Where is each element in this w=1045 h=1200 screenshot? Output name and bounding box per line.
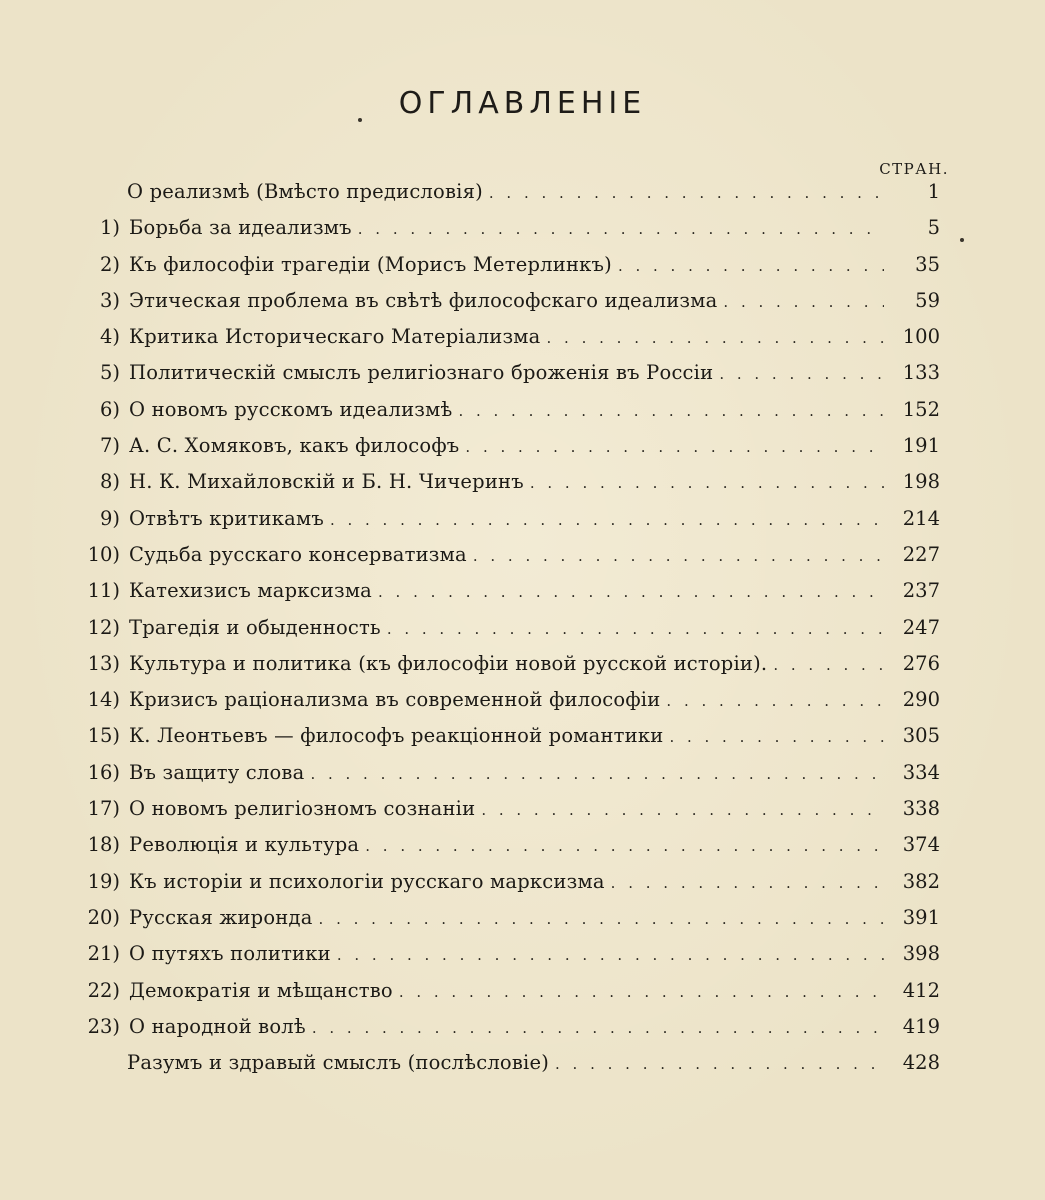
page-column-header: СТРАН. — [879, 160, 949, 178]
toc-entry-number: 12) — [87, 615, 120, 639]
toc-entry-page: 374 — [902, 833, 940, 857]
toc-entry-page: 398 — [902, 942, 940, 966]
toc-entry-number: 20) — [87, 905, 120, 929]
toc-entry-page: 276 — [902, 651, 940, 675]
toc-entry — [70, 724, 940, 760]
toc-entry-title: Русская жиронда — [129, 905, 313, 929]
dot-leader — [387, 620, 884, 638]
toc-entry-number: 6) — [99, 397, 120, 421]
dot-leader — [312, 1019, 884, 1037]
toc-entry — [70, 470, 940, 506]
toc-entry-title: Судьба русскаго консерватизма — [129, 542, 467, 566]
toc-entry-title: Въ защиту слова — [129, 760, 305, 784]
toc-entry — [70, 180, 940, 216]
toc-entry-title: Къ исторіи и психологіи русскаго марксизма — [129, 869, 605, 893]
toc-entry-title: О народной волѣ — [129, 1014, 306, 1038]
toc-entry-page: 428 — [902, 1051, 940, 1075]
toc-entry-title: Катехизисъ марксизма — [129, 579, 373, 603]
dot-leader — [547, 329, 884, 347]
dot-leader — [378, 583, 884, 601]
dot-leader — [773, 656, 884, 674]
toc-entry-page: 191 — [902, 434, 940, 458]
dot-leader — [555, 1055, 884, 1073]
toc-entry-page: 35 — [915, 252, 940, 276]
toc-entry — [70, 325, 940, 361]
toc-entry-number: 17) — [87, 797, 120, 821]
toc-entry-number: 9) — [99, 506, 120, 530]
toc-entry — [70, 688, 940, 724]
toc-entry-number: 2) — [99, 252, 120, 276]
toc-entry-number: 11) — [87, 579, 120, 603]
print-speck — [358, 118, 362, 122]
toc-entry-page: 382 — [902, 869, 940, 893]
toc-entry-number: 23) — [87, 1014, 120, 1038]
toc-entry-number: 5) — [99, 361, 120, 385]
toc-entry-page: 5 — [927, 216, 940, 240]
toc-entry — [70, 1051, 940, 1087]
dot-leader — [365, 837, 884, 855]
toc-entry — [70, 906, 940, 942]
toc-entry — [70, 579, 940, 615]
dot-leader — [337, 946, 884, 964]
toc-entry — [70, 543, 940, 579]
toc-entry-page: 198 — [902, 470, 940, 494]
toc-entry-page: 247 — [902, 615, 940, 639]
toc-entry — [70, 361, 940, 397]
toc-entry-number: 10) — [87, 542, 120, 566]
toc-entry-title: Кризисъ раціонализма въ современной философіи — [129, 688, 661, 712]
toc-entry-page: 100 — [902, 325, 940, 349]
toc-entry-title: О путяхъ политики — [129, 942, 331, 966]
toc-entry-number: 4) — [99, 325, 120, 349]
toc-entry — [70, 870, 940, 906]
toc-entry-page: 227 — [902, 542, 940, 566]
dot-leader — [489, 184, 884, 202]
toc-entry-number: 3) — [99, 288, 120, 312]
dot-leader — [611, 874, 884, 892]
toc-entry-page: 412 — [902, 978, 940, 1002]
table-of-contents — [70, 180, 940, 1087]
toc-entry-title: Трагедія и обыденность — [129, 615, 381, 639]
toc-entry-title: О реализмѣ (Вмѣсто предисловія) — [127, 180, 483, 203]
toc-entry-page: 152 — [902, 397, 940, 421]
dot-leader — [399, 983, 884, 1001]
toc-entry-title: Культура и политика (къ философіи новой русской исторіи). — [129, 651, 768, 675]
toc-entry-page: 338 — [902, 797, 940, 821]
toc-entry-number: 8) — [99, 470, 120, 494]
dot-leader — [465, 438, 884, 456]
print-speck — [960, 238, 964, 242]
toc-entry — [70, 507, 940, 543]
toc-entry-page: 1 — [927, 180, 940, 203]
toc-entry — [70, 979, 940, 1015]
dot-leader — [666, 692, 884, 710]
dot-leader — [473, 547, 884, 565]
toc-entry-page: 214 — [902, 506, 940, 530]
toc-entry-title: Революція и культура — [129, 833, 360, 857]
toc-entry — [70, 253, 940, 289]
toc-entry-title: Разумъ и здравый смыслъ (послѣсловіе) — [127, 1051, 550, 1075]
toc-entry — [70, 216, 940, 252]
dot-leader — [458, 402, 884, 420]
dot-leader — [530, 474, 884, 492]
toc-entry-title: Отвѣтъ критикамъ — [129, 506, 324, 530]
toc-entry-title: О новомъ русскомъ идеализмѣ — [129, 397, 453, 421]
toc-entry-title: К. Леонтьевъ — философъ реакціонной романтики — [129, 724, 664, 748]
toc-entry-number: 16) — [87, 760, 120, 784]
toc-entry — [70, 1015, 940, 1051]
toc-entry-title: Къ философіи трагедіи (Морисъ Метерлинкъ) — [129, 252, 612, 276]
toc-entry-title: Демократія и мѣщанство — [129, 978, 393, 1002]
dot-leader — [319, 910, 884, 928]
toc-entry — [70, 833, 940, 869]
toc-entry-page: 133 — [902, 361, 940, 385]
toc-entry-number: 1) — [99, 216, 120, 240]
dot-leader — [669, 728, 884, 746]
toc-entry-title: О новомъ религіозномъ сознаніи — [129, 797, 476, 821]
dot-leader — [719, 365, 884, 383]
dot-leader — [618, 257, 884, 275]
toc-entry-page: 391 — [902, 905, 940, 929]
toc-entry-number: 18) — [87, 833, 120, 857]
toc-entry — [70, 434, 940, 470]
toc-entry-number: 21) — [87, 942, 120, 966]
toc-entry-page: 419 — [902, 1014, 940, 1038]
toc-entry-title: Н. К. Михайловскій и Б. Н. Чичеринъ — [129, 470, 524, 494]
toc-entry-title: Этическая проблема въ свѣтѣ философскаго идеализма — [129, 288, 718, 312]
toc-entry-title: Политическій смыслъ религіознаго броженія въ Россіи — [129, 361, 714, 385]
dot-leader — [330, 511, 884, 529]
dot-leader — [310, 765, 884, 783]
toc-entry — [70, 761, 940, 797]
toc-entry — [70, 797, 940, 833]
toc-entry-page: 334 — [902, 760, 940, 784]
toc-entry — [70, 942, 940, 978]
page-title: ОГЛАВЛЕНIЕ — [398, 86, 647, 121]
toc-entry-page: 290 — [902, 688, 940, 712]
toc-entry-number: 19) — [87, 869, 120, 893]
toc-entry-page: 59 — [915, 288, 940, 312]
toc-entry-title: А. С. Хомяковъ, какъ философъ — [129, 434, 460, 458]
toc-entry-number: 14) — [87, 688, 120, 712]
toc-entry — [70, 289, 940, 325]
dot-leader — [358, 220, 884, 238]
toc-entry-title: Критика Историческаго Матеріализма — [129, 325, 541, 349]
toc-entry-number: 22) — [87, 978, 120, 1002]
toc-entry — [70, 398, 940, 434]
toc-entry-number: 7) — [99, 434, 120, 458]
toc-entry — [70, 652, 940, 688]
toc-entry-number: 15) — [87, 724, 120, 748]
toc-entry-page: 237 — [902, 579, 940, 603]
toc-entry-title: Борьба за идеализмъ — [129, 216, 352, 240]
toc-entry — [70, 616, 940, 652]
toc-entry-number: 13) — [87, 651, 120, 675]
toc-entry-page: 305 — [902, 724, 940, 748]
dot-leader — [481, 801, 884, 819]
dot-leader — [723, 293, 884, 311]
